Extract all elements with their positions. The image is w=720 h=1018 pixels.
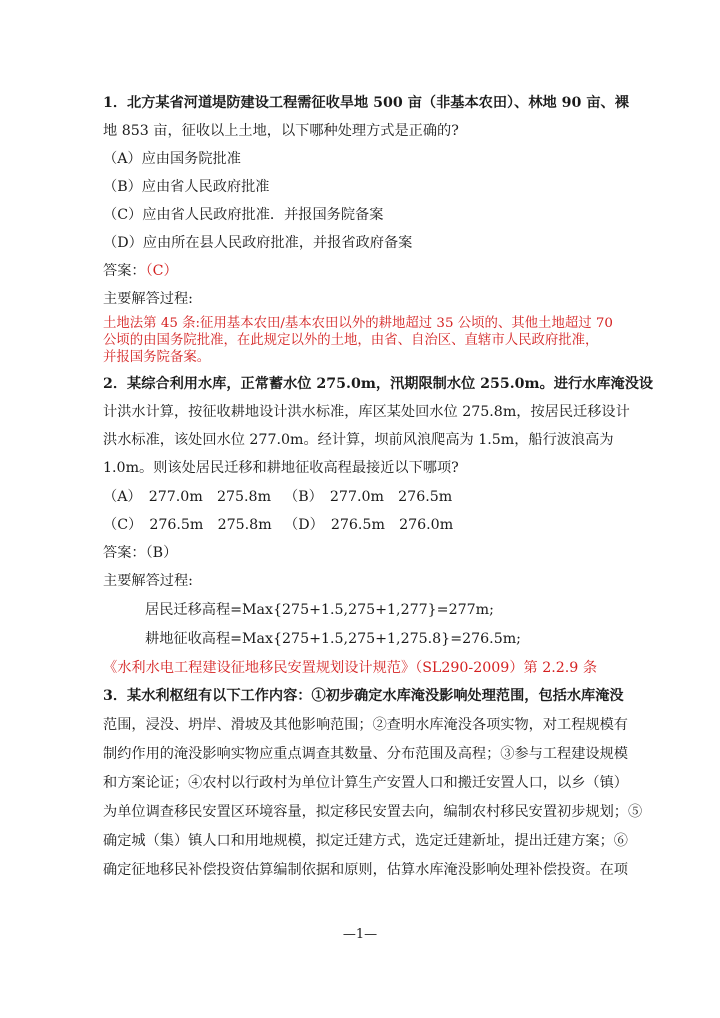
q2-process-label: 主要解答过程:	[103, 573, 193, 589]
q1-explanation-line-2: 公顷的由国务院批准，在此规定以外的土地，由省、自治区、直辖市人民政府批准，	[103, 333, 599, 348]
q3-stem-line-3: 制约作用的淹没影响实物应重点调查其数量、分布范围及高程；③参与工程建设规模	[103, 746, 628, 762]
q1-explanation-line-1: 土地法第 45 条:征用基本农田/基本农田以外的耕地超过 35 公顷的、其他土地超过 70	[103, 316, 613, 331]
q1-stem-line-1: 1．北方某省河道堤防建设工程需征收旱地 500 亩（非基本农田）、林地 90 亩、裸	[103, 95, 629, 111]
q1-answer	[103, 261, 178, 281]
q1-option-d: （D）应由所在县人民政府批准，并报省政府备案	[103, 235, 413, 251]
q1-stem-line-2: 地 853 亩，征收以上土地，以下哪种处理方式是正确的?	[103, 123, 459, 139]
q2-option-c: （C） 276.5m 275.8m	[103, 517, 272, 533]
q2-stem-line-2: 计洪水计算，按征收耕地设计洪水标准，库区某处回水位 275.8m，按居民迁移设计	[103, 404, 630, 420]
q1-option-c: （C）应由省人民政府批准．并报国务院备案	[103, 207, 384, 223]
q2-calc-line-2: 耕地征收高程=Max{275+1.5,275+1,275.8}=276.5m;	[145, 631, 521, 647]
q1-explanation-line-3: 并报国务院备案。	[103, 350, 211, 365]
q2-stem-line-4: 1.0m。则该处居民迁移和耕地征收高程最接近以下哪项?	[103, 460, 459, 476]
q1-answer-label: 答案：	[103, 263, 146, 279]
q2-option-a: （A） 277.0m 275.8m	[103, 489, 272, 505]
q2-stem-line-3: 洪水标准，该处回水位 277.0m。经计算，坝前风浪爬高为 1.5m，船行波浪高为	[103, 432, 614, 448]
q2-option-b: （B） 277.0m 276.5m	[284, 489, 453, 505]
q2-calc-line-1: 居民迁移高程=Max{275+1.5,275+1,277}=277m;	[145, 602, 494, 618]
q3-stem-line-5: 为单位调查移民安置区环境容量，拟定移民安置去向，编制农村移民安置初步规划；⑤	[103, 804, 643, 820]
q1-option-a: （A）应由国务院批准	[103, 151, 241, 167]
q3-stem-line-7: 确定征地移民补偿投资估算编制依据和原则，估算水库淹没影响处理补偿投资。在项	[103, 862, 628, 878]
q3-stem-line-6: 确定城（集）镇人口和用地规模，拟定迁建方式，选定迁建新址，提出迁建方案；⑥	[103, 833, 628, 849]
page-number: —1—	[342, 927, 378, 942]
q2-option-d: （D） 276.5m 276.0m	[284, 517, 454, 533]
q3-stem-line-1: 3．某水利枢纽有以下工作内容：①初步确定水库淹没影响处理范围，包括水库淹没	[103, 688, 624, 704]
q1-answer-value: （C）	[145, 263, 178, 279]
q1-process-label: 主要解答过程:	[103, 291, 193, 307]
q2-answer-value: （B）	[145, 545, 178, 561]
q1-option-b: （B）应由省人民政府批准	[103, 179, 270, 195]
q2-stem-line-1: 2．某综合利用水库，正常蓄水位 275.0m，汛期限制水位 255.0m。进行水库淹没设	[103, 376, 654, 392]
q3-stem-line-2: 范围，浸没、坍岸、滑坡及其他影响范围；②查明水库淹没各项实物，对工程规模有	[103, 717, 628, 733]
q3-stem-line-4: 和方案论证；④农村以行政村为单位计算生产安置人口和搬迁安置人口，以乡（镇）	[103, 775, 628, 791]
q2-answer-label: 答案：	[103, 545, 146, 561]
q2-answer	[103, 543, 177, 563]
q2-reference: 《水利水电工程建设征地移民安置规划设计规范》（SL290-2009）第 2.2.9 条	[103, 660, 598, 676]
